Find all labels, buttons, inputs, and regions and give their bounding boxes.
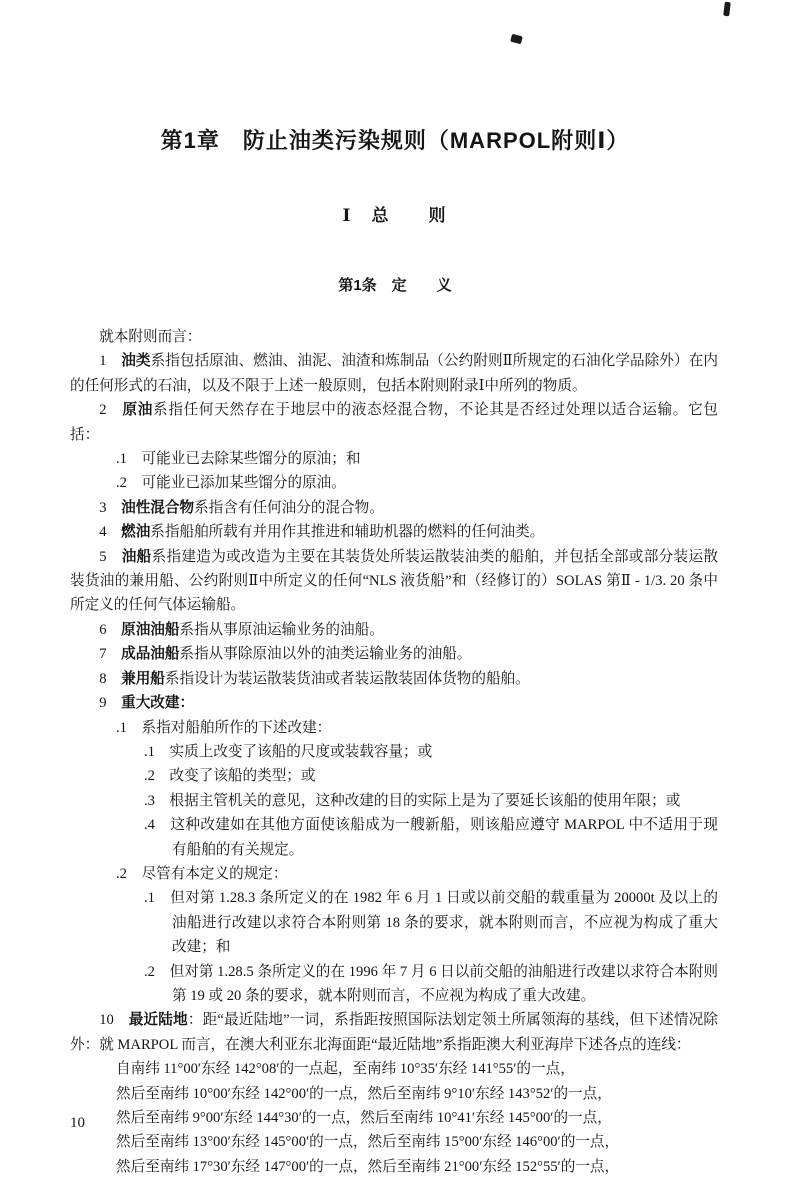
text-segment: 10 (99, 1012, 129, 1029)
paragraph (70, 1008, 718, 1057)
paragraph (116, 1155, 718, 1179)
text-segment: 系指含有任何油分的混合物。 (194, 499, 384, 516)
text-segment: 2 (99, 402, 123, 419)
paragraph (70, 667, 718, 691)
text-segment: 然后至南纬 13°00′东经 145°00′的一点，然后至南纬 15°00′东经 146°00′的一点， (116, 1134, 620, 1151)
paragraph (70, 618, 718, 642)
paragraph (70, 496, 718, 520)
text-segment: .2 尽管有本定义的规定： (116, 865, 288, 882)
defined-term: 原油油船 (121, 621, 180, 638)
paragraph (70, 398, 718, 447)
paragraph (116, 1106, 718, 1130)
text-segment: .4 这种改建如在其他方面使该船成为一艘新船，则该船应遵守 MARPOL 中不适用于现有船舶的有关规定。 (144, 817, 718, 858)
paragraph (116, 1057, 718, 1081)
paragraph (70, 691, 718, 715)
paragraph (144, 813, 718, 862)
text-segment: .1 实质上改变了该船的尺度或装载容量；或 (144, 743, 433, 760)
paragraph (144, 764, 718, 788)
paragraph (144, 789, 718, 813)
defined-term: 油性混合物 (121, 499, 195, 516)
text-segment: 9 (99, 695, 122, 712)
paragraph (116, 862, 718, 886)
text-segment: 6 (99, 621, 122, 638)
text-segment: 系指设计为装运散装货油或者装运散装固体货物的船舶。 (164, 670, 530, 687)
text-segment: 系指建造为或改造为主要在其装货处所装运散装油类的船舶，并包括全部或部分装运散装货油的兼用船、公约附则Ⅱ中所定义的任何“NLS 液货船”和（经修订的）SOLAS 第Ⅱ - 1/3. 20 条中所定义的任何气体运输船。 (70, 548, 718, 614)
text-segment: 系指船舶所载有并用作其推进和辅助机器的燃料的任何油类。 (150, 524, 545, 541)
text-segment: .1 系指对船舶所作的下述改建： (116, 719, 332, 736)
paragraph (70, 325, 718, 349)
paragraph (116, 471, 718, 495)
article-heading: 第1条 定 义 (338, 277, 452, 294)
paragraph (116, 1130, 718, 1154)
paragraph (116, 1082, 718, 1106)
text-segment: 系指包括原油、燃油、油泥、油渣和炼制品（公约附则Ⅱ所规定的石油化学品除外）在内的任何形式的石油，以及不限于上述一般原则，包括本附则附录Ⅰ中所列的物质。 (70, 353, 718, 394)
document-body (0, 325, 790, 1179)
text-segment: ：距“最近陆地”一词，系指距按照国际法划定领土所属领海的基线，但下述情况除外：就 MARPOL 而言，在澳大利亚东北海面距“最近陆地”系指距澳大利亚海岸下述各点的连线： (70, 1012, 718, 1053)
text-segment: 系指从事原油运输业务的油船。 (179, 621, 384, 638)
defined-term: 兼用船 (121, 670, 165, 687)
text-segment: .2 改变了该船的类型；或 (144, 768, 316, 785)
paragraph (70, 642, 718, 666)
text-segment: .1 但对第 1.28.3 条所定义的在 1982 年 6 月 1 日或以前交船的载重量为 20000t 及以上的油船进行改建以求符合本附则第 18 条的要求，就本附则而言，不应视为构成了重大改建；和 (144, 890, 718, 956)
text-segment: 3 (99, 499, 122, 516)
paragraph (70, 520, 718, 544)
defined-term: 最近陆地 (128, 1012, 188, 1029)
paragraph (116, 447, 718, 471)
part-heading: Ⅰ 总 则 (342, 206, 448, 225)
defined-term: 燃油 (121, 524, 151, 541)
defined-term: 原油 (122, 402, 154, 419)
paragraph (144, 960, 718, 1009)
text-segment: .2 但对第 1.28.5 条所定义的在 1996 年 7 月 6 日以前交船的油船进行改建以求符合本附则第 19 或 20 条的要求，就本附则而言，不应视为构成了重大改建。 (144, 963, 718, 1004)
text-segment: 5 (99, 548, 122, 565)
text-segment: 就本附则而言： (99, 329, 202, 345)
paragraph (70, 545, 718, 618)
defined-term: 重大改建： (121, 695, 195, 712)
text-segment: 然后至南纬 9°00′东经 144°30′的一点，然后至南纬 10°41′东经 145°00′的一点， (116, 1110, 612, 1126)
text-segment: 7 (99, 646, 122, 663)
text-segment: .1 可能业已去除某些馏分的原油；和 (116, 451, 361, 468)
text-segment: 4 (99, 524, 122, 541)
text-segment: 自南纬 11°00′东经 142°08′的一点起，至南纬 10°35′东经 141°55′的一点， (116, 1061, 575, 1078)
page-number: 10 (70, 1115, 85, 1131)
text-segment: 1 (99, 353, 122, 370)
text-segment: .3 根据主管机关的意见，这种改建的目的实际上是为了要延长该船的使用年限；或 (144, 792, 681, 809)
paragraph (70, 349, 718, 398)
defined-term: 油类 (121, 353, 151, 370)
text-segment: .2 可能业已添加某些馏分的原油。 (116, 475, 346, 492)
text-segment: 然后至南纬 17°30′东经 147°00′的一点，然后至南纬 21°00′东经 152°55′的一点， (116, 1158, 620, 1175)
paragraph (116, 716, 718, 740)
text-segment: 系指从事除原油以外的油类运输业务的油船。 (179, 646, 472, 663)
text-segment: 然后至南纬 10°00′东经 142°00′的一点，然后至南纬 9°10′东经 143°52′的一点， (116, 1085, 612, 1102)
paragraph (144, 886, 718, 959)
defined-term: 成品油船 (121, 646, 180, 663)
text-segment: 系指任何天然存在于地层中的液态烃混合物，不论其是否经过处理以适合运输。它包括： (70, 402, 718, 443)
chapter-title: 第1章 防止油类污染规则（MARPOL附则Ⅰ） (160, 128, 630, 153)
text-segment: 8 (99, 670, 122, 687)
defined-term: 油船 (121, 548, 152, 565)
paragraph (144, 740, 718, 764)
